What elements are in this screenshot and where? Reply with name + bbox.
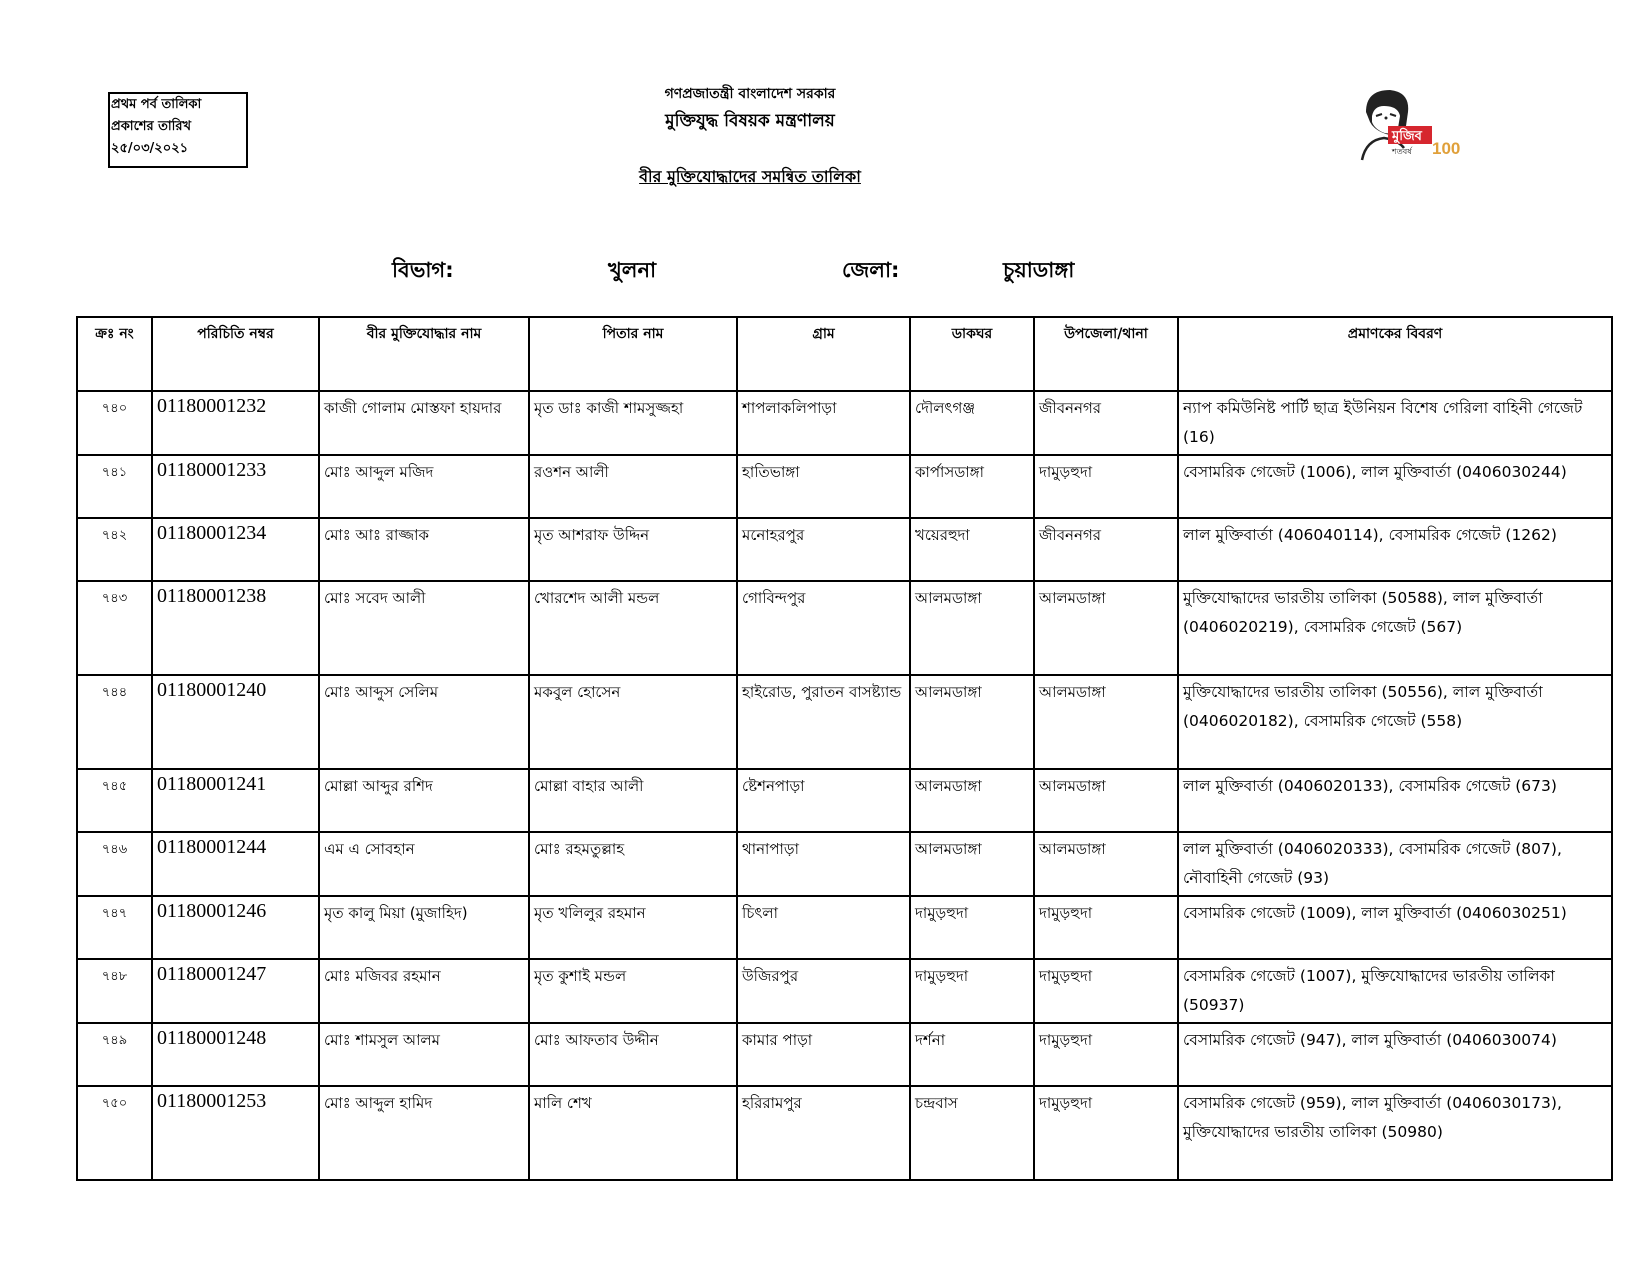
cell-father-name: মালি শেখ — [529, 1086, 737, 1180]
cell-fighter-name: এম এ সোবহান — [319, 832, 529, 896]
table-row — [77, 675, 1612, 769]
col-header-upazila: উপজেলা/থানা — [1034, 317, 1178, 391]
cell-father-name: খোরশেদ আলী মন্ডল — [529, 581, 737, 675]
cell-id-number: 01180001238 — [152, 581, 319, 675]
col-header-father: পিতার নাম — [529, 317, 737, 391]
cell-post-office: খয়েরহুদা — [910, 518, 1034, 581]
cell-evidence: লাল মুক্তিবার্তা (0406020333), বেসামরিক গেজেট (807), নৌবাহিনী গেজেট (93) — [1178, 832, 1612, 896]
cell-upazila: আলমডাঙ্গা — [1034, 769, 1178, 832]
publication-info-box — [108, 92, 248, 168]
cell-fighter-name: মৃত কালু মিয়া (মুজাহিদ) — [319, 896, 529, 959]
cell-fighter-name: মোঃ সবেদ আলী — [319, 581, 529, 675]
cell-serial: ৭৪৫ — [77, 769, 152, 832]
publication-phase: প্রথম পর্ব তালিকা — [111, 97, 202, 112]
cell-father-name: মৃত খলিলুর রহমান — [529, 896, 737, 959]
cell-id-number: 01180001232 — [152, 391, 319, 455]
cell-post-office: দৌলৎগঞ্জ — [910, 391, 1034, 455]
cell-evidence: মুক্তিযোদ্ধাদের ভারতীয় তালিকা (50588), লাল মুক্তিবার্তা (0406020219), বেসামরিক গেজেট (567) — [1178, 581, 1612, 675]
cell-fighter-name: মোঃ আব্দুস সেলিম — [319, 675, 529, 769]
district-value: চুয়াডাঙ্গা — [1003, 258, 1075, 282]
cell-father-name: রওশন আলী — [529, 455, 737, 518]
table-row — [77, 391, 1612, 455]
cell-evidence: ন্যাপ কমিউনিষ্ট পার্টি ছাত্র ইউনিয়ন বিশেষ গেরিলা বাহিনী গেজেট (16) — [1178, 391, 1612, 455]
cell-upazila: দামুড়হুদা — [1034, 1023, 1178, 1086]
cell-fighter-name: মোঃ শামসুল আলম — [319, 1023, 529, 1086]
table-row — [77, 1086, 1612, 1180]
cell-id-number: 01180001234 — [152, 518, 319, 581]
col-header-name: বীর মুক্তিযোদ্ধার নাম — [319, 317, 529, 391]
division-value: খুলনা — [608, 258, 657, 282]
list-title-text: বীর মুক্তিযোদ্ধাদের সমন্বিত তালিকা — [639, 167, 861, 186]
cell-post-office: আলমডাঙ্গা — [910, 675, 1034, 769]
cell-village: হাইরোড, পুরাতন বাসষ্ট্যান্ড — [737, 675, 910, 769]
mujib-100-logo — [1352, 82, 1462, 162]
table-row — [77, 1023, 1612, 1086]
cell-upazila: আলমডাঙ্গা — [1034, 675, 1178, 769]
cell-evidence: বেসামরিক গেজেট (1007), মুক্তিযোদ্ধাদের ভারতীয় তালিকা (50937) — [1178, 959, 1612, 1023]
logo-number: 100 — [1432, 139, 1461, 158]
cell-post-office: দামুড়হুদা — [910, 896, 1034, 959]
col-header-post-office: ডাকঘর — [910, 317, 1034, 391]
cell-post-office: কার্পাসডাঙ্গা — [910, 455, 1034, 518]
table-row — [77, 832, 1612, 896]
district-label: জেলা: — [842, 258, 900, 282]
cell-village: মনোহরপুর — [737, 518, 910, 581]
cell-id-number: 01180001246 — [152, 896, 319, 959]
cell-fighter-name: মোঃ মজিবর রহমান — [319, 959, 529, 1023]
col-header-evidence: প্রমাণকের বিবরণ — [1178, 317, 1612, 391]
cell-evidence: বেসামরিক গেজেট (1006), লাল মুক্তিবার্তা (0406030244) — [1178, 455, 1612, 518]
government-title: গণপ্রজাতন্ত্রী বাংলাদেশ সরকার — [664, 86, 836, 102]
list-title — [560, 164, 940, 191]
cell-id-number: 01180001233 — [152, 455, 319, 518]
cell-fighter-name: মোঃ আব্দুল মজিদ — [319, 455, 529, 518]
cell-upazila: জীবননগর — [1034, 391, 1178, 455]
cell-evidence: বেসামরিক গেজেট (947), লাল মুক্তিবার্তা (0406030074) — [1178, 1023, 1612, 1086]
col-header-id: পরিচিতি নম্বর — [152, 317, 319, 391]
cell-father-name: মোঃ রহমতুল্লাহ — [529, 832, 737, 896]
cell-father-name: মোল্লা বাহার আলী — [529, 769, 737, 832]
cell-fighter-name: মোল্লা আব্দুর রশিদ — [319, 769, 529, 832]
cell-fighter-name: কাজী গোলাম মোস্তফা হায়দার — [319, 391, 529, 455]
table-row — [77, 769, 1612, 832]
cell-serial: ৭৪৪ — [77, 675, 152, 769]
cell-village: হরিরামপুর — [737, 1086, 910, 1180]
cell-upazila: দামুড়হুদা — [1034, 896, 1178, 959]
cell-fighter-name: মোঃ আঃ রাজ্জাক — [319, 518, 529, 581]
col-header-serial: ক্রঃ নং — [77, 317, 152, 391]
cell-village: চিৎলা — [737, 896, 910, 959]
cell-id-number: 01180001241 — [152, 769, 319, 832]
cell-upazila: আলমডাঙ্গা — [1034, 832, 1178, 896]
cell-village: ষ্টেশনপাড়া — [737, 769, 910, 832]
cell-post-office: দামুড়হুদা — [910, 959, 1034, 1023]
cell-serial: ৭৪৯ — [77, 1023, 152, 1086]
cell-village: উজিরপুর — [737, 959, 910, 1023]
cell-evidence: বেসামরিক গেজেট (959), লাল মুক্তিবার্তা (0406030173), মুক্তিযোদ্ধাদের ভারতীয় তালিকা (50980) — [1178, 1086, 1612, 1180]
publication-date-label: প্রকাশের তারিখ — [111, 119, 192, 134]
cell-village: গোবিন্দপুর — [737, 581, 910, 675]
cell-upazila: দামুড়হুদা — [1034, 959, 1178, 1023]
cell-post-office: আলমডাঙ্গা — [910, 581, 1034, 675]
cell-fighter-name: মোঃ আব্দুল হামিদ — [319, 1086, 529, 1180]
cell-evidence: লাল মুক্তিবার্তা (0406020133), বেসামরিক গেজেট (673) — [1178, 769, 1612, 832]
cell-id-number: 01180001247 — [152, 959, 319, 1023]
division-label: বিভাগ: — [392, 258, 454, 282]
cell-post-office: আলমডাঙ্গা — [910, 832, 1034, 896]
cell-father-name: মোঃ আফতাব উদ্দীন — [529, 1023, 737, 1086]
cell-serial: ৭৪৭ — [77, 896, 152, 959]
table-row — [77, 518, 1612, 581]
table-header-row — [77, 317, 1612, 391]
cell-serial: ৭৪৬ — [77, 832, 152, 896]
table-row — [77, 455, 1612, 518]
cell-village: কামার পাড়া — [737, 1023, 910, 1086]
cell-village: হাতিভাঙ্গা — [737, 455, 910, 518]
cell-upazila: দামুড়হুদা — [1034, 455, 1178, 518]
cell-evidence: বেসামরিক গেজেট (1009), লাল মুক্তিবার্তা (0406030251) — [1178, 896, 1612, 959]
cell-village: শাপলাকলিপাড়া — [737, 391, 910, 455]
cell-village: থানাপাড়া — [737, 832, 910, 896]
logo-small-text: শতবর্ষ — [1392, 147, 1412, 156]
table-row — [77, 581, 1612, 675]
cell-serial: ৭৪৮ — [77, 959, 152, 1023]
logo-text: মুজিব — [1392, 129, 1422, 144]
cell-father-name: মৃত আশরাফ উদ্দিন — [529, 518, 737, 581]
cell-id-number: 01180001244 — [152, 832, 319, 896]
cell-father-name: মৃত কুশাই মন্ডল — [529, 959, 737, 1023]
cell-serial: ৭৪৩ — [77, 581, 152, 675]
cell-post-office: দর্শনা — [910, 1023, 1034, 1086]
cell-serial: ৭৫০ — [77, 1086, 152, 1180]
cell-evidence: লাল মুক্তিবার্তা (406040114), বেসামরিক গেজেট (1262) — [1178, 518, 1612, 581]
cell-id-number: 01180001248 — [152, 1023, 319, 1086]
table-row — [77, 896, 1612, 959]
cell-serial: ৭৪২ — [77, 518, 152, 581]
publication-date: ২৫/০৩/২০২১ — [111, 141, 189, 156]
ministry-title: মুক্তিযুদ্ধ বিষয়ক মন্ত্রণালয় — [665, 111, 835, 131]
cell-upazila: জীবননগর — [1034, 518, 1178, 581]
freedom-fighters-table — [76, 316, 1613, 1181]
cell-post-office: আলমডাঙ্গা — [910, 769, 1034, 832]
cell-serial: ৭৪১ — [77, 455, 152, 518]
cell-evidence: মুক্তিযোদ্ধাদের ভারতীয় তালিকা (50556), লাল মুক্তিবার্তা (0406020182), বেসামরিক গেজেট (558) — [1178, 675, 1612, 769]
cell-upazila: আলমডাঙ্গা — [1034, 581, 1178, 675]
col-header-village: গ্রাম — [737, 317, 910, 391]
cell-upazila: দামুড়হুদা — [1034, 1086, 1178, 1180]
cell-post-office: চন্দ্রবাস — [910, 1086, 1034, 1180]
cell-serial: ৭৪০ — [77, 391, 152, 455]
cell-id-number: 01180001253 — [152, 1086, 319, 1180]
table-row — [77, 959, 1612, 1023]
cell-father-name: মৃত ডাঃ কাজী শামসুজ্জহা — [529, 391, 737, 455]
cell-id-number: 01180001240 — [152, 675, 319, 769]
cell-father-name: মকবুল হোসেন — [529, 675, 737, 769]
